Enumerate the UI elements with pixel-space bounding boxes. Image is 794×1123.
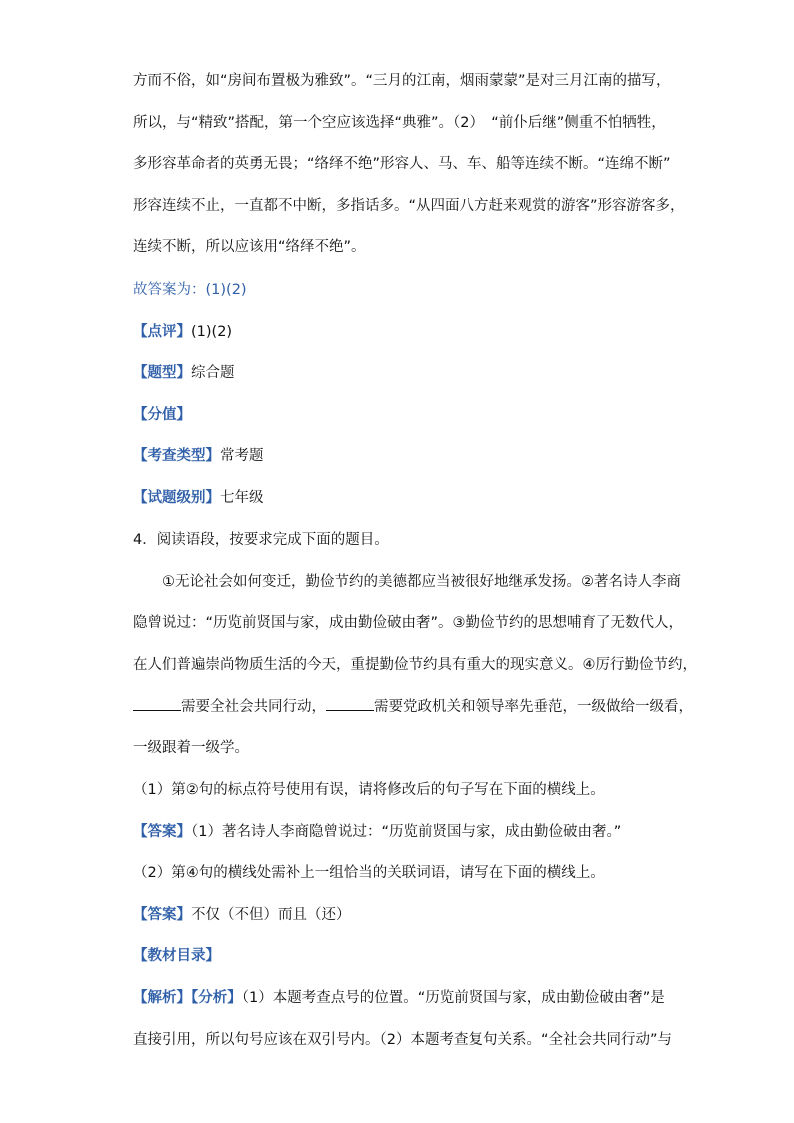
text-line: 方而不俗，如“房间布置极为雅致”。“三月的江南，烟雨蒙蒙”是对三月江南的描写， [133, 73, 671, 89]
answer-summary: 故答案为：(1)(2) [133, 282, 247, 298]
analysis-sub-tag: 【分析】 [191, 990, 242, 1006]
comment-text: (1)(2) [191, 324, 233, 340]
comment-row [133, 322, 232, 342]
question-type-row [133, 363, 235, 383]
answer-text: 不仅（不但）而且（还） [191, 907, 351, 923]
text-line: 连续不断，所以应该用“络绎不绝”。 [133, 239, 366, 255]
passage-fragment: 需要全社会共同行动， [181, 699, 326, 715]
passage-line: 一级跟着一级学。 [133, 740, 249, 756]
analysis-line: 直接引用，所以句号应该在双引号内。（2）本题考查复句关系。“全社会共同行动”与 [133, 1032, 672, 1048]
answer-tag: 【答案】 [133, 824, 191, 840]
exam-type-row [133, 446, 264, 466]
passage-line: 在人们普遍崇尚物质生活的今天，重提勤俭节约具有重大的现实意义。④厉行勤俭节约， [133, 657, 697, 673]
question-type-tag: 【题型】 [133, 365, 191, 381]
score-tag: 【分值】 [133, 407, 191, 423]
level-text: 七年级 [220, 490, 264, 506]
answer-2-row [133, 905, 351, 925]
catalog-row [133, 946, 220, 966]
passage-line: 隐曾说过：“历览前贤国与家，成由勤俭破由奢”。③勤俭节约的思想哺育了无数代人， [133, 615, 684, 631]
exam-type-text: 常考题 [220, 448, 264, 464]
text-line: 所以，与“精致”搭配，第一个空应该选择“典雅”。（2） “前仆后继”侧重不怕牺牲， [133, 115, 666, 131]
fill-blank-1 [133, 697, 181, 711]
answer-text: （1）著名诗人李商隐曾说过：“历览前贤国与家，成由勤俭破由奢。” [191, 824, 622, 840]
answer-tag: 【答案】 [133, 907, 191, 923]
score-row [133, 405, 191, 425]
answer-1-row [133, 822, 621, 842]
passage-fragment: 需要党政机关和领导率先垂范，一级做给一级看， [374, 699, 693, 715]
question-type-text: 综合题 [191, 365, 235, 381]
exam-type-tag: 【考查类型】 [133, 448, 220, 464]
sub-question-1: （1）第②句的标点符号使用有误，请将修改后的句子写在下面的横线上。 [133, 782, 605, 798]
sub-question-2: （2）第④句的横线处需补上一组恰当的关联词语，请写在下面的横线上。 [133, 865, 605, 881]
fill-blank-2 [326, 697, 374, 711]
text-line: 形容连续不止，一直都不中断，多指话多。“从四面八方赶来观赏的游客”形容游客多， [133, 198, 685, 214]
catalog-tag: 【教材目录】 [133, 948, 220, 964]
analysis-text: （1）本题考查点号的位置。“历览前贤国与家，成由勤俭破由奢”是 [241, 990, 665, 1006]
question-4-title: 4．阅读语段，按要求完成下面的题目。 [133, 532, 389, 548]
comment-tag: 【点评】 [133, 324, 191, 340]
level-tag: 【试题级别】 [133, 490, 220, 506]
level-row [133, 488, 264, 508]
passage-line-with-blanks [133, 697, 693, 717]
text-line: 多形容革命者的英勇无畏；“络绎不绝”形容人、马、车、船等连续不断。“连绵不断” [133, 156, 671, 172]
analysis-row [133, 988, 665, 1008]
analysis-tag: 【解析】 [133, 990, 191, 1006]
passage-line: ①无论社会如何变迁，勤俭节约的美德都应当被很好地继承发扬。②著名诗人李商 [133, 574, 681, 590]
